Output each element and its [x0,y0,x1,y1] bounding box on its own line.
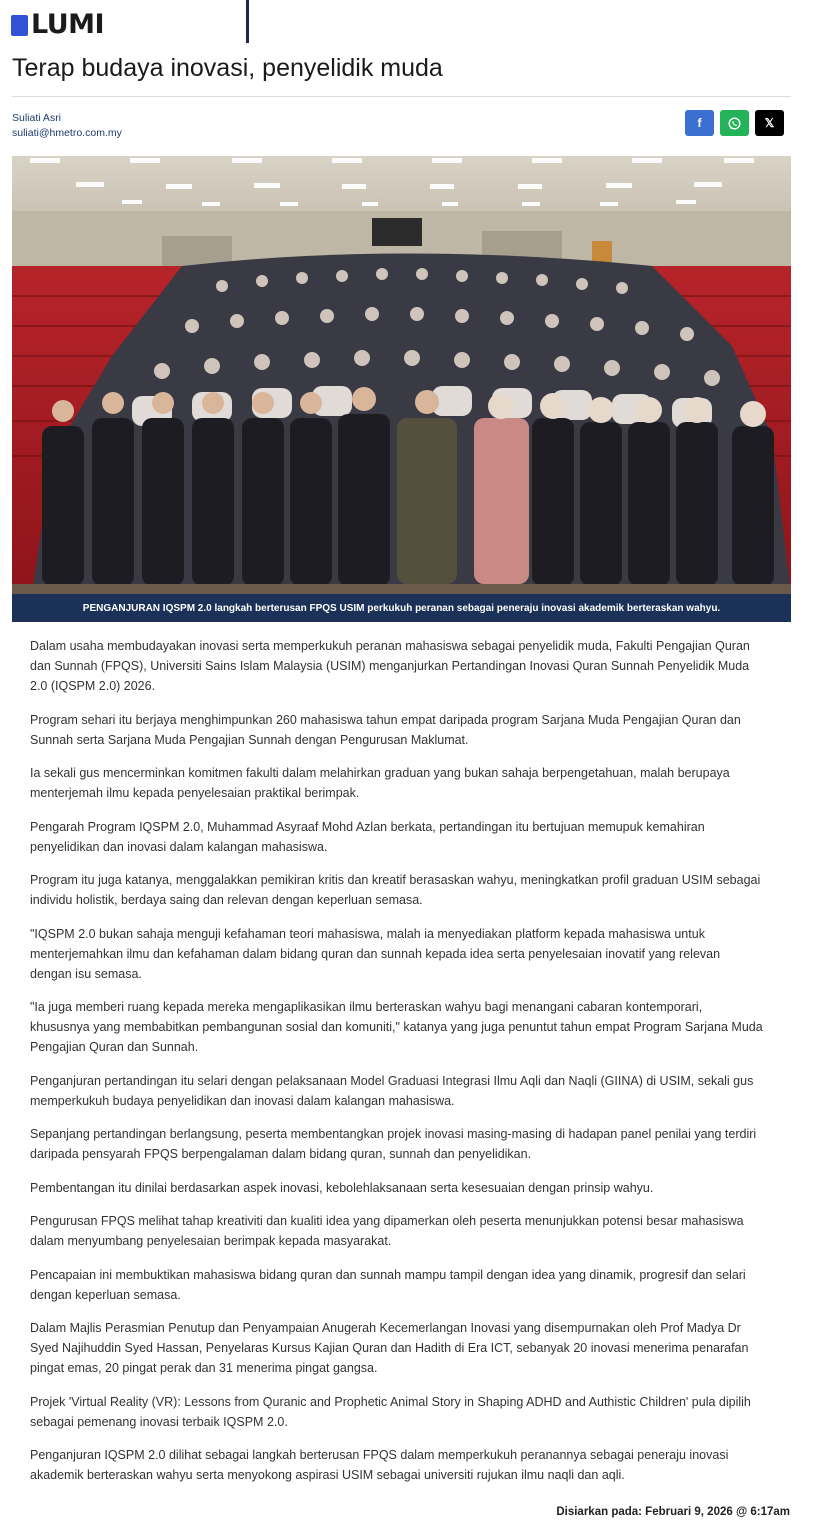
logo-mark [11,15,28,36]
article-paragraph: Dalam Majlis Perasmian Penutup dan Penyampaian Anugerah Kecemerlangan Inovasi yang disempurnakan oleh Prof Madya Dr Syed Najihuddin Syed Hassan, Penyelaras Kursus Kajian Quran dan Hadith di Era ICT, sebanyak 20 inovasi menerima penarafan pingat emas, 20 pingat perak dan 31 menerima pingat gangsa. [30,1321,749,1375]
facebook-icon: f [697,116,702,130]
article-title: Terap budaya inovasi, penyelidik muda [12,54,443,82]
article-paragraph: Pengurusan FPQS melihat tahap kreativiti dan kualiti idea yang dipamerkan oleh peserta menunjukkan potensi besar mahasiswa dalam menyumbang penyelesaian berimpak kepada masyarakat. [30,1214,744,1248]
article-body [30,636,765,1499]
author-name[interactable]: Suliati Asri [12,112,62,124]
article-paragraph: Ia sekali gus mencerminkan komitmen fakulti dalam melahirkan graduan yang bukan sahaja berpengetahuan, malah berupaya menterjemah ilmu kepada penyelesaian praktikal berimpak. [30,766,730,800]
author-email[interactable]: suliati@hmetro.com.my [12,127,122,139]
article-paragraph: Program sehari itu berjaya menghimpunkan 260 mahasiswa tahun empat daripada program Sarjana Muda Pengajian Quran dan Sunnah serta Sarjana Muda Pengajian Sunnah dengan Pengurusan Maklumat. [30,712,741,747]
x-icon: 𝕏 [764,116,775,130]
share-facebook-button[interactable] [685,110,714,136]
article-paragraph: Pencapaian ini membuktikan mahasiswa bidang quran dan sunnah mampu tampil dengan idea yang dinamik, progresif dan selari dengan keperluan semasa. [30,1267,746,1302]
published-date: Disiarkan pada: Februari 9, 2026 @ 6:17am [556,1506,790,1518]
article-paragraph: Projek 'Virtual Reality (VR): Lessons from Quranic and Prophetic Animal Story in Shaping ADHD and Authistic Children' pula dipilih sebagai pemenang inovasi terbaik IQSPM 2.0. [30,1394,751,1429]
article-paragraph: Penganjuran IQSPM 2.0 dilihat sebagai langkah berterusan FPQS dalam memperkukuh peranannya sebagai peneraju inovasi akademik berteraskan wahyu serta menyokong aspirasi USIM sebagai universiti rujukan ilmu naqli dan aqli. [30,1448,729,1482]
article-paragraph: Pengarah Program IQSPM 2.0, Muhammad Asyraaf Mohd Azlan berkata, pertandingan itu bertujuan memupuk kemahiran penyelidikan dan inovasi dalam kalangan mahasiswa. [30,819,705,854]
article-paragraph: "Ia juga memberi ruang kepada mereka mengaplikasikan ilmu berteraskan wahyu bagi menangani cabaran kontemporari, khususnya yang membabitkan pembangunan sosial dan komuniti," katanya yang juga penuntut tahun empat Program Sarjana Muda Pengajian Quran dan Sunnah. [30,1000,763,1054]
whatsapp-icon [727,116,742,131]
share-x-button[interactable] [755,110,784,136]
article-paragraph: Penganjuran pertandingan itu selari dengan pelaksanaan Model Graduasi Integrasi Ilmu Aqli dan Naqli (GIINA) di USIM, sekali gus memperkukuh budaya penyelidikan dan inovasi dalam kalangan mahasiswa. [30,1073,754,1108]
title-divider [12,96,791,97]
group-photo-illustration [12,156,791,594]
article-paragraph: Pembentangan itu dinilai berdasarkan aspek inovasi, kebolehlaksanaan serta kesesuaian dengan prinsip wahyu. [30,1180,654,1195]
header-divider [246,0,249,43]
article-photo [12,156,791,594]
site-logo[interactable] [11,9,105,40]
article-paragraph: Sepanjang pertandingan berlangsung, peserta membentangkan projek inovasi masing-masing di hadapan panel penilai yang terdiri daripada pensyarah FPQS berpengalaman dalam bidang quran, sunnah dan penyelidikan. [30,1127,757,1161]
article-paragraph: Program itu juga katanya, menggalakkan pemikiran kritis dan kreatif berasaskan wahyu, meningkatkan profil graduan USIM sebagai individu holistik, berdaya saing dan relevan dengan keperluan semasa. [30,873,761,907]
article-paragraph: "IQSPM 2.0 bukan sahaja menguji kefahaman teori mahasiswa, malah ia menyediakan platform kepada mahasiswa untuk menterjemahkan ilmu dan kefahaman dalam bidang quran dan sunnah kepada idea serta penyelesaian inovatif yang relevan dengan isu semasa. [30,926,721,981]
photo-caption: PENGANJURAN IQSPM 2.0 langkah berterusan FPQS USIM perkukuh peranan sebagai peneraju inovasi akademik berteraskan wahyu. [12,594,791,622]
share-whatsapp-button[interactable] [720,110,749,136]
article-paragraph: Dalam usaha membudayakan inovasi serta memperkukuh peranan mahasiswa sebagai penyelidik muda, Fakulti Pengajian Quran dan Sunnah (FPQS), Universiti Sains Islam Malaysia (USIM) menganjurkan Pertandingan Inovasi Quran Sunnah Penyelidik Muda 2.0 (IQSPM 2.0) 2026. [30,639,750,693]
logo-text: LUMI [31,9,105,40]
